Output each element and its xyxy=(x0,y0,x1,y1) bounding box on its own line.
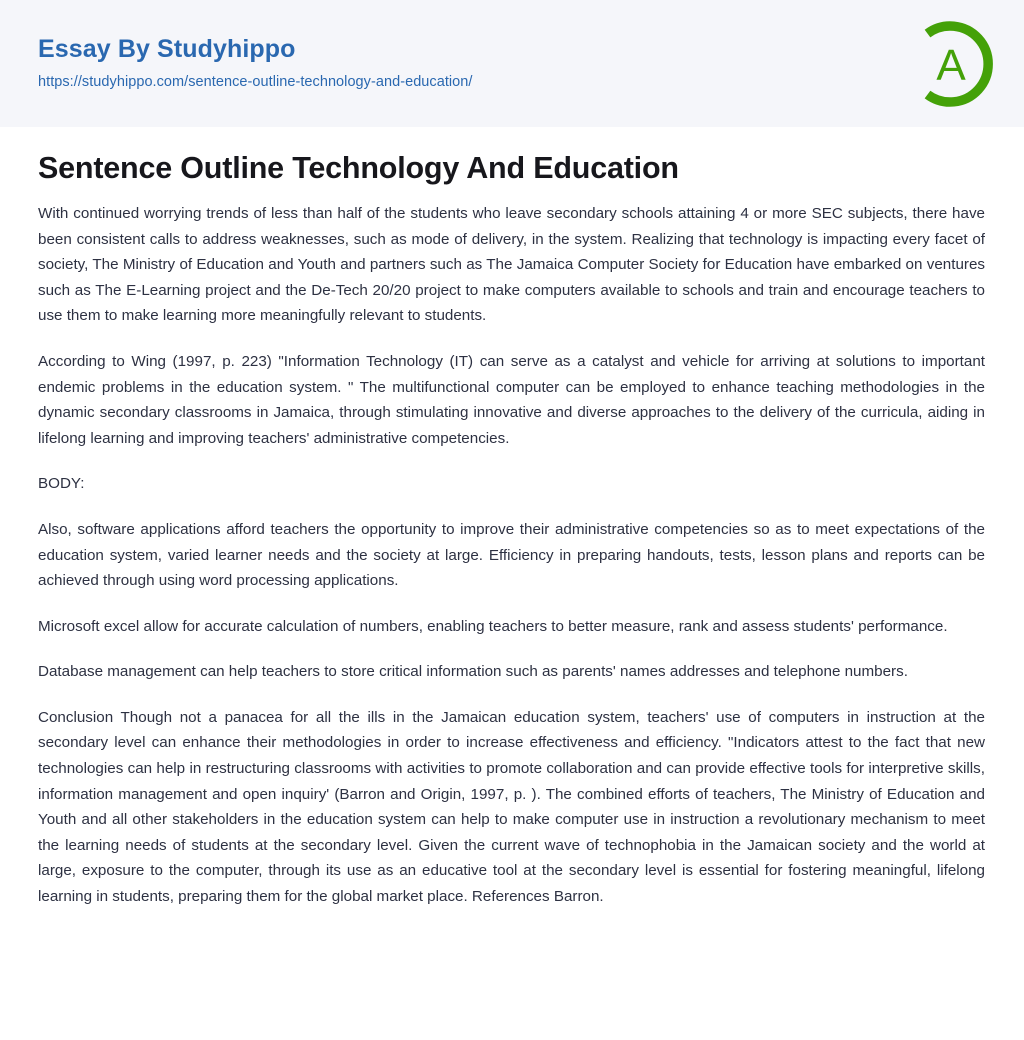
paragraph-conclusion: Conclusion Though not a panacea for all the ills in the Jamaican education system, teachers' use of computers in instruction at the secondary level can enhance their methodologies in order to increase effectiveness and efficiency. "Indicators attest to the fact that new technologies can help in restructuring classrooms with activities to promote collaboration and can provide effective tools for interpretive skills, information management and open inquiry' (Barron and Origin, 1997, p. ). The combined efforts of teachers, The Ministry of Education and Youth and all other stakeholders in the education system can help to make computer use in instruction a revolutionary mechanism to meet the learning needs of students at the secondary level. Given the current wave of technophobia in the Jamaican society and the world at large, exposure to the computer, through its use as an educative tool at the secondary level is essential for fostering meaningful, lifelong learning in students, preparing them for the global market place. References Barron. xyxy=(38,708,985,906)
article-container xyxy=(0,127,1024,910)
paragraph-citation-wing: According to Wing (1997, p. 223) "Information Technology (IT) can serve as a catalyst and vehicle for arriving at solutions to important endemic problems in the education system. " The multifunctional computer can be employed to enhance teaching methodologies in the dynamic secondary classrooms in Jamaica, through stimulating innovative and diverse approaches to the delivery of the curricula, aiding in lifelong learning and improving teachers' administrative competencies. xyxy=(38,352,985,447)
page-title: Sentence Outline Technology And Education xyxy=(38,151,679,185)
site-header xyxy=(0,0,1024,127)
source-url-link[interactable]: https://studyhippo.com/sentence-outline-technology-and-education/ xyxy=(38,73,473,90)
paragraph-database-management: Database management can help teachers to store critical information such as parents' names addresses and telephone numbers. xyxy=(38,663,908,681)
studyhippo-a-logo xyxy=(905,18,997,110)
paragraph-microsoft-excel: Microsoft excel allow for accurate calculation of numbers, enabling teachers to better measure, rank and assess students' performance. xyxy=(38,617,948,635)
body-section-heading: BODY: xyxy=(38,475,85,493)
brand-title: Essay By Studyhippo xyxy=(38,35,296,64)
logo-letter-a: A xyxy=(936,41,966,90)
paragraph-intro: With continued worrying trends of less than half of the students who leave secondary schools attaining 4 or more SEC subjects, there have been consistent calls to address weaknesses, such as mode of delivery, in the system. Realizing that technology is impacting every facet of society, The Ministry of Education and Youth and partners such as The Jamaica Computer Society for Education have embarked on ventures such as The E-Learning project and the De-Tech 20/20 project to make computers available to schools and train and encourage teachers to use them to make learning more meaningfully relevant to students. xyxy=(38,204,985,325)
paragraph-software-applications: Also, software applications afford teachers the opportunity to improve their administrative competencies so as to meet expectations of the education system, varied learner needs and the society at large. Efficiency in preparing handouts, tests, lesson plans and reports can be achieved through using word processing applications. xyxy=(38,520,985,590)
header-brand-block xyxy=(38,0,473,127)
